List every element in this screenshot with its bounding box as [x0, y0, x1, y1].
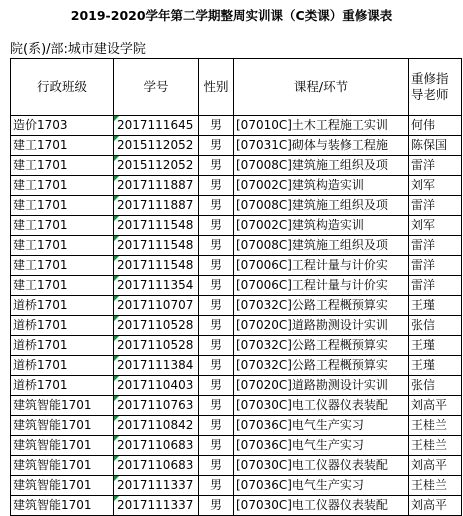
table-row [11, 336, 462, 356]
cell-student-id: 2017110683 [114, 436, 199, 456]
cell-class: 建工1701 [11, 236, 114, 256]
cell-student-id: 2017110528 [114, 316, 199, 336]
column-header-student-id: 学号 [114, 59, 199, 116]
cell-class: 道桥1701 [11, 316, 114, 336]
cell-teacher: 王瑾 [409, 336, 462, 356]
cell-teacher: 王瑾 [409, 356, 462, 376]
cell-gender: 男 [199, 296, 234, 316]
cell-student-id: 2015112052 [114, 136, 199, 156]
cell-teacher: 刘高平 [409, 496, 462, 516]
table-row [11, 216, 462, 236]
table-row [11, 436, 462, 456]
cell-class: 造价1703 [11, 116, 114, 136]
cell-class: 建工1701 [11, 176, 114, 196]
cell-class: 建工1701 [11, 256, 114, 276]
cell-student-id: 2017110403 [114, 376, 199, 396]
cell-class: 建工1701 [11, 276, 114, 296]
cell-course: [07032C]公路工程概预算实 [234, 356, 409, 376]
cell-teacher: 王桂兰 [409, 416, 462, 436]
cell-teacher: 刘高平 [409, 396, 462, 416]
cell-class: 道桥1701 [11, 336, 114, 356]
cell-class: 建工1701 [11, 156, 114, 176]
table-row [11, 276, 462, 296]
cell-course: [07036C]电气生产实习 [234, 476, 409, 496]
cell-teacher: 雷洋 [409, 256, 462, 276]
cell-course: [07020C]道路勘测设计实训 [234, 376, 409, 396]
cell-student-id: 2015112052 [114, 156, 199, 176]
cell-gender: 男 [199, 276, 234, 296]
cell-gender: 男 [199, 436, 234, 456]
cell-teacher: 王桂兰 [409, 436, 462, 456]
cell-student-id: 2017110683 [114, 456, 199, 476]
table-row [11, 156, 462, 176]
cell-course: [07008C]建筑施工组织及项 [234, 156, 409, 176]
cell-teacher: 刘高平 [409, 456, 462, 476]
cell-student-id: 2017111337 [114, 476, 199, 496]
table-header-row [11, 59, 462, 116]
table-row [11, 396, 462, 416]
column-header-course: 课程/环节 [234, 59, 409, 116]
cell-teacher: 张信 [409, 376, 462, 396]
cell-student-id: 2017111384 [114, 356, 199, 376]
table-row [11, 316, 462, 336]
cell-gender: 男 [199, 136, 234, 156]
table-row [11, 176, 462, 196]
cell-course: [07008C]建筑施工组织及项 [234, 196, 409, 216]
page-title: 2019-2020学年第二学期整周实训课（C类课）重修课表 [70, 8, 393, 23]
cell-class: 道桥1701 [11, 296, 114, 316]
cell-course: [07036C]电气生产实习 [234, 436, 409, 456]
cell-course: [07002C]建筑构造实训 [234, 216, 409, 236]
department-label: 院(系)/部:城市建设学院 [10, 42, 146, 57]
cell-gender: 男 [199, 336, 234, 356]
column-header-teacher: 重修指导老师 [409, 59, 462, 116]
cell-student-id: 2017111887 [114, 196, 199, 216]
cell-class: 建筑智能1701 [11, 416, 114, 436]
cell-teacher: 王瑾 [409, 296, 462, 316]
cell-course: [07010C]土木工程施工实训 [234, 116, 409, 136]
cell-student-id: 2017111337 [114, 496, 199, 516]
cell-course: [07002C]建筑构造实训 [234, 176, 409, 196]
cell-teacher: 刘军 [409, 176, 462, 196]
cell-teacher: 陈保国 [409, 136, 462, 156]
cell-student-id: 2017111548 [114, 216, 199, 236]
table-row [11, 236, 462, 256]
cell-class: 建筑智能1701 [11, 436, 114, 456]
cell-gender: 男 [199, 496, 234, 516]
cell-student-id: 2017111548 [114, 256, 199, 276]
cell-student-id: 2017110528 [114, 336, 199, 356]
table-row [11, 136, 462, 156]
cell-class: 建工1701 [11, 136, 114, 156]
cell-gender: 男 [199, 416, 234, 436]
cell-course: [07020C]道路勘测设计实训 [234, 316, 409, 336]
cell-teacher: 雷洋 [409, 196, 462, 216]
cell-course: [07036C]电气生产实习 [234, 416, 409, 436]
cell-gender: 男 [199, 216, 234, 236]
column-header-gender: 性别 [199, 59, 234, 116]
cell-class: 道桥1701 [11, 356, 114, 376]
cell-student-id: 2017110707 [114, 296, 199, 316]
cell-class: 建筑智能1701 [11, 396, 114, 416]
table-row [11, 116, 462, 136]
cell-class: 建工1701 [11, 216, 114, 236]
cell-gender: 男 [199, 116, 234, 136]
cell-course: [07031C]砌体与装修工程施 [234, 136, 409, 156]
cell-gender: 男 [199, 156, 234, 176]
cell-student-id: 2017111548 [114, 236, 199, 256]
cell-teacher: 王桂兰 [409, 476, 462, 496]
cell-teacher: 雷洋 [409, 276, 462, 296]
cell-teacher: 何伟 [409, 116, 462, 136]
cell-student-id: 2017111887 [114, 176, 199, 196]
cell-class: 建筑智能1701 [11, 456, 114, 476]
cell-gender: 男 [199, 316, 234, 336]
cell-student-id: 2017111354 [114, 276, 199, 296]
cell-student-id: 2017110842 [114, 416, 199, 436]
cell-gender: 男 [199, 396, 234, 416]
table-row [11, 476, 462, 496]
cell-gender: 男 [199, 236, 234, 256]
cell-course: [07032C]公路工程概预算实 [234, 296, 409, 316]
table-row [11, 376, 462, 396]
cell-class: 建工1701 [11, 196, 114, 216]
cell-gender: 男 [199, 456, 234, 476]
cell-gender: 男 [199, 196, 234, 216]
retake-schedule-table [10, 58, 462, 516]
cell-teacher: 雷洋 [409, 156, 462, 176]
cell-course: [07006C]工程计量与计价实 [234, 256, 409, 276]
table-row [11, 456, 462, 476]
cell-teacher: 刘军 [409, 216, 462, 236]
cell-teacher: 张信 [409, 316, 462, 336]
column-header-class: 行政班级 [11, 59, 114, 116]
table-row [11, 496, 462, 516]
cell-gender: 男 [199, 176, 234, 196]
table-row [11, 196, 462, 216]
cell-student-id: 2017110763 [114, 396, 199, 416]
table-row [11, 256, 462, 276]
cell-gender: 男 [199, 256, 234, 276]
cell-student-id: 2017111645 [114, 116, 199, 136]
cell-teacher: 雷洋 [409, 236, 462, 256]
cell-course: [07006C]工程计量与计价实 [234, 276, 409, 296]
table-row [11, 416, 462, 436]
cell-class: 建筑智能1701 [11, 496, 114, 516]
cell-course: [07030C]电工仪器仪表装配 [234, 496, 409, 516]
cell-course: [07008C]建筑施工组织及项 [234, 236, 409, 256]
cell-gender: 男 [199, 376, 234, 396]
cell-course: [07032C]公路工程概预算实 [234, 336, 409, 356]
table-row [11, 356, 462, 376]
cell-gender: 男 [199, 476, 234, 496]
table-body [11, 116, 462, 516]
cell-gender: 男 [199, 356, 234, 376]
cell-course: [07030C]电工仪器仪表装配 [234, 456, 409, 476]
table-row [11, 296, 462, 316]
cell-class: 道桥1701 [11, 376, 114, 396]
cell-course: [07030C]电工仪器仪表装配 [234, 396, 409, 416]
cell-class: 建筑智能1701 [11, 476, 114, 496]
